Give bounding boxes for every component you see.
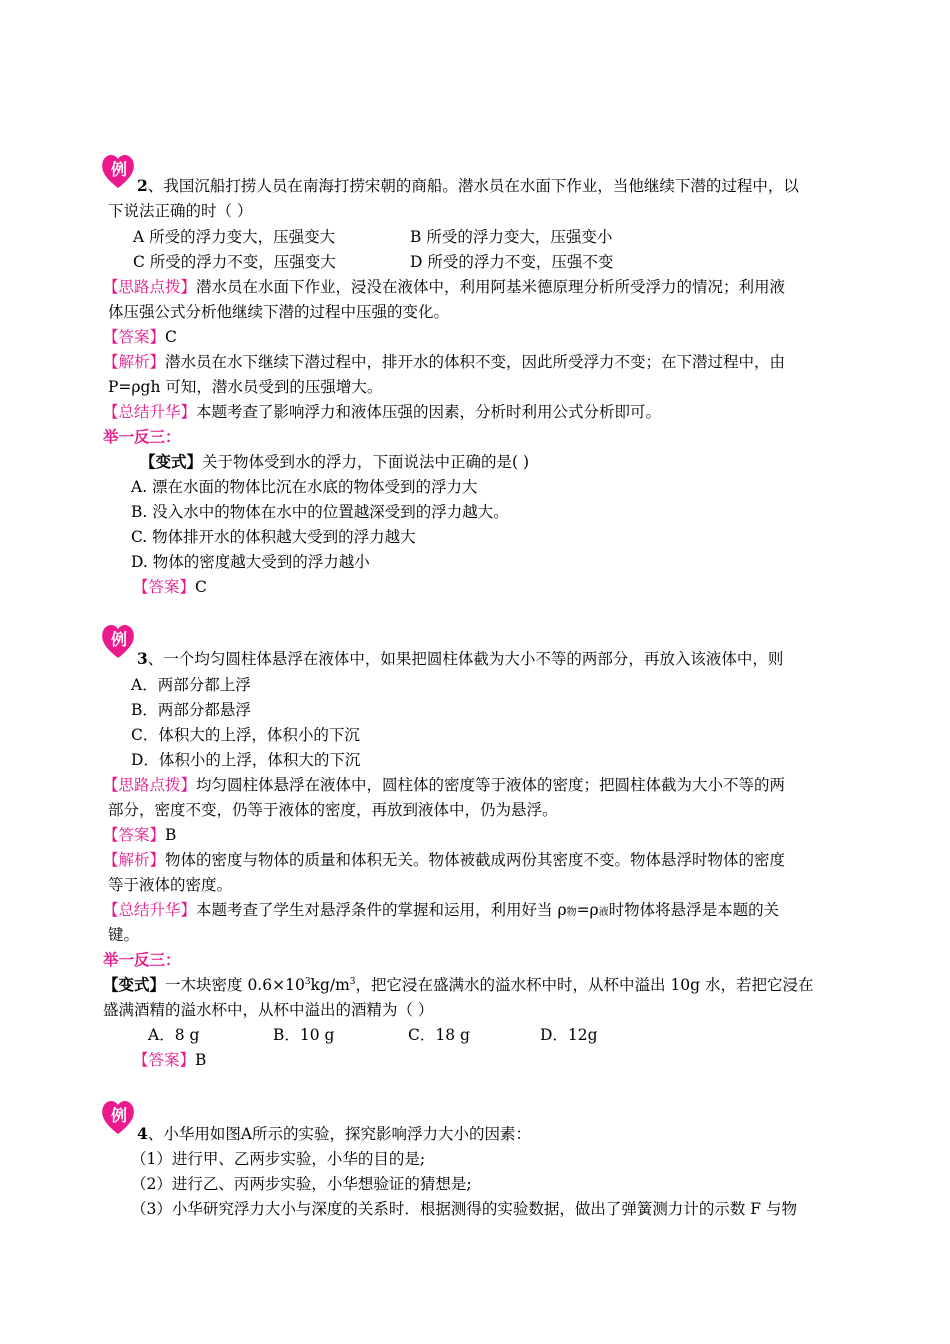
ex3-analysis-line1: 【解析】物体的密度与物体的质量和体积无关。物体被截成两份其密度不变。物体悬浮时物体的密度: [103, 851, 786, 869]
ex2-question-line2: 下说法正确的时（ ）: [108, 202, 253, 220]
ex2-option-c: C 所受的浮力不变，压强变大: [133, 253, 336, 271]
ex2-extend-heading: 举一反三：: [103, 427, 181, 446]
ex2-option-a: A 所受的浮力变大，压强变大: [133, 228, 336, 246]
ex2-variant-option-c: C. 物体排开水的体积越大受到的浮力越大: [131, 528, 416, 546]
ex3-option-a: A．两部分都上浮: [131, 676, 251, 694]
svg-text:例: 例: [110, 160, 128, 179]
ex3-analysis-line2: 等于液体的密度。: [108, 876, 233, 894]
ex3-option-d: D．体积小的上浮，体积大的下沉: [131, 751, 361, 769]
ex3-answer: 【答案】B: [103, 826, 177, 844]
ex3-variant-option-b: B．10 g: [273, 1026, 335, 1044]
ex3-variant-option-d: D．12g: [540, 1026, 598, 1044]
ex2-option-b: B 所受的浮力变大，压强变小: [410, 228, 613, 246]
ex4-subquestion-2: （2）进行乙、丙两步实验，小华想验证的猜想是;: [131, 1175, 472, 1193]
ex3-hint-line1: 【思路点拨】均匀圆柱体悬浮在液体中，圆柱体的密度等于液体的密度；把圆柱体截为大小不等的两: [103, 776, 786, 794]
ex3-extend-heading: 举一反三：: [103, 950, 181, 969]
ex3-summary-line1: 【总结升华】本题考查了学生对悬浮条件的掌握和运用，利用好当 ρ物=ρ液时物体将悬浮是本题的关: [103, 901, 780, 919]
ex2-option-d: D 所受的浮力不变，压强不变: [410, 253, 614, 271]
ex2-hint-line2: 体压强公式分析他继续下潜的过程中压强的变化。: [108, 303, 450, 321]
ex2-analysis-line1: 【解析】潜水员在水下继续下潜过程中，排开水的体积不变，因此所受浮力不变；在下潜过程中，由: [103, 353, 786, 371]
ex4-subquestion-1: （1）进行甲、乙两步实验，小华的目的是;: [131, 1150, 426, 1168]
ex3-summary-line2: 键。: [108, 926, 140, 944]
ex2-variant-answer: 【答案】C: [133, 578, 207, 596]
ex3-variant-answer: 【答案】B: [133, 1051, 207, 1069]
ex4-question-line1: 4、小华用如图A所示的实验，探究影响浮力大小的因素：: [137, 1124, 532, 1143]
ex3-variant-option-a: A．8 g: [148, 1026, 200, 1044]
svg-text:例: 例: [110, 1106, 128, 1125]
ex4-subquestion-3: （3）小华研究浮力大小与深度的关系时．根据测得的实验数据，做出了弹簧测力计的示数 F 与物: [131, 1200, 797, 1218]
svg-text:例: 例: [110, 630, 128, 649]
ex2-summary: 【总结升华】本题考查了影响浮力和液体压强的因素，分析时利用公式分析即可。: [103, 403, 662, 421]
example-badge-icon: [99, 152, 137, 190]
example-badge-icon: [99, 1098, 137, 1136]
ex3-variant-option-c: C．18 g: [408, 1026, 470, 1044]
ex3-variant-line1: 【变式】一木块密度 $0.6\times 10^3kg/m^3$，把它浸在盛满水的溢水杯中时，从杯中溢出 10g 水，若把它浸在: [103, 975, 814, 994]
ex3-option-c: C．体积大的上浮，体积小的下沉: [131, 726, 360, 744]
example-badge-icon: [99, 622, 137, 660]
ex2-hint-line1: 【思路点拨】潜水员在水面下作业，浸没在液体中，利用阿基米德原理分析所受浮力的情况；利用液: [103, 278, 786, 296]
ex2-question-line1: 2、我国沉船打捞人员在南海打捞宋朝的商船。潜水员在水面下作业，当他继续下潜的过程中，以: [137, 176, 799, 195]
ex3-question-line1: 3、一个均匀圆柱体悬浮在液体中，如果把圆柱体截为大小不等的两部分，再放入该液体中，则: [137, 649, 784, 668]
ex2-variant: 【变式】关于物体受到水的浮力，下面说法中正确的是( ): [140, 452, 530, 471]
ex2-variant-option-d: D. 物体的密度越大受到的浮力越小: [131, 553, 370, 571]
ex3-variant-line2: 盛满酒精的溢水杯中，从杯中溢出的酒精为（ ）: [103, 1001, 434, 1019]
ex2-variant-option-b: B. 没入水中的物体在水中的位置越深受到的浮力越大。: [131, 503, 509, 521]
ex2-answer: 【答案】C: [103, 328, 177, 346]
ex2-variant-option-a: A. 漂在水面的物体比沉在水底的物体受到的浮力大: [131, 478, 478, 496]
ex3-option-b: B．两部分都悬浮: [131, 701, 251, 719]
ex2-analysis-line2: P=ρgh 可知，潜水员受到的压强增大。: [108, 378, 383, 396]
ex3-hint-line2: 部分，密度不变，仍等于液体的密度，再放到液体中，仍为悬浮。: [108, 801, 558, 819]
